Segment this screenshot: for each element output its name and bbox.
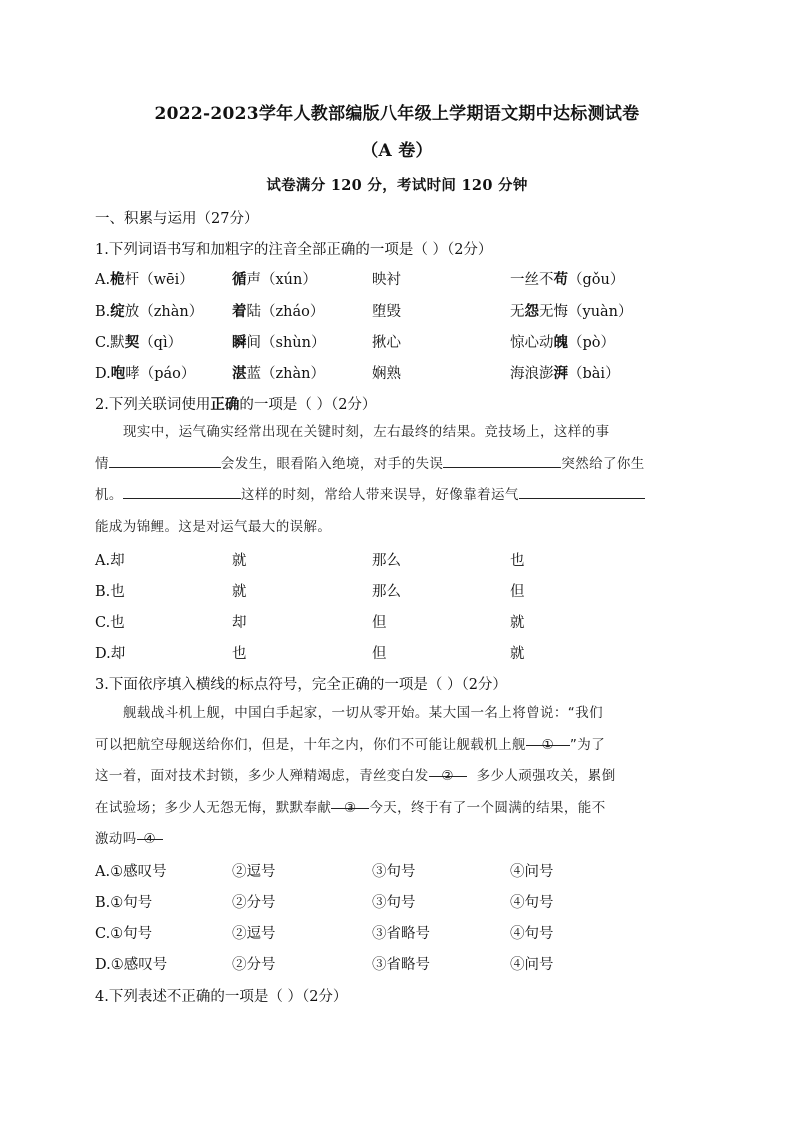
q1-option-c	[95, 331, 715, 353]
question-1-stem: 1.下列词语书写和加粗字的注音全部正确的一项是（ ）（2分）	[95, 242, 493, 258]
q1-c-word1: C.默契（qì）	[95, 334, 183, 351]
q1-a-word4: 一丝不苟（gǒu）	[510, 271, 625, 288]
q3-passage-line5: 激动吗 ④	[95, 824, 697, 856]
section-heading: 一、积累与运用（27分）	[95, 211, 259, 227]
q3-d-1: D.①感叹号	[95, 957, 168, 973]
q3-option-c	[95, 922, 715, 944]
q3-passage-line3: 这一着，面对技术封锁，多少人殚精竭虑，青丝变白发 ② 多少人顽强攻关，累倒	[95, 761, 697, 793]
q3-b-2: ②分号	[232, 895, 276, 911]
q3-a-1: A.①感叹号	[95, 864, 167, 880]
q3-blank-1[interactable]: ①	[526, 730, 570, 746]
question-4-stem: 4.下列表述不正确的一项是（ ）（2分）	[95, 989, 348, 1005]
q2-d-4: 就	[510, 646, 525, 662]
q2-c-3: 但	[372, 615, 387, 631]
q3-c-2: ②逗号	[232, 926, 276, 942]
q3-blank-4[interactable]: ④	[137, 824, 163, 840]
q1-b-word2: 着陆（zháo）	[232, 303, 325, 320]
q3-c-4: ④句号	[510, 926, 554, 942]
question-3-stem: 3.下面依序填入横线的标点符号，完全正确的一项是（ ）（2分）	[95, 677, 507, 693]
q2-b-4: 但	[510, 584, 525, 600]
q1-b-word4: 无怨无悔（yuàn）	[510, 303, 633, 320]
q1-c-word2: 瞬间（shùn）	[232, 334, 326, 351]
q2-d-1: D.却	[95, 646, 126, 662]
q2-d-2: 也	[232, 646, 247, 662]
q3-c-1: C.①句号	[95, 926, 153, 942]
q2-option-b	[95, 580, 715, 602]
q2-blank-2[interactable]	[443, 452, 561, 468]
exam-title: 2022-2023学年人教部编版八年级上学期语文期中达标测试卷	[154, 104, 640, 124]
q1-c-word4: 惊心动魄（pò）	[510, 334, 616, 351]
q3-passage	[95, 698, 697, 856]
q3-blank-3[interactable]: ③	[331, 793, 369, 809]
q3-d-2: ②分号	[232, 957, 276, 973]
q1-option-b	[95, 300, 715, 322]
q3-passage-line2: 可以把航空母舰送给你们，但是，十年之内，你们不可能让舰载机上舰 ① ”为了	[95, 730, 697, 762]
q3-blank-2[interactable]: ②	[429, 761, 467, 777]
q2-option-c	[95, 611, 715, 633]
question-2-stem: 2.下列关联词使用正确的一项是（ ）（2分）	[95, 396, 377, 413]
q1-d-word1: D.咆哮（páo）	[95, 365, 196, 382]
exam-subtitle: （A 卷）	[361, 141, 433, 161]
q3-option-a	[95, 860, 715, 882]
q3-b-1: B.①句号	[95, 895, 153, 911]
q3-passage-line4: 在试验场；多少人无怨无悔，默默奉献 ③ 今天，终于有了一个圆满的结果，能不	[95, 793, 697, 825]
q2-blank-3[interactable]	[123, 483, 241, 499]
q2-passage-line1: 现实中，运气确实经常出现在关键时刻，左右最终的结果。竞技场上，这样的事	[123, 424, 610, 440]
q2-blank-4[interactable]	[519, 483, 645, 499]
q2-b-3: 那么	[372, 584, 401, 600]
q3-b-4: ④句号	[510, 895, 554, 911]
q2-passage-line2: 情 会发生，眼看陷入绝境，对手的失误 突然给了你生	[95, 449, 697, 481]
q2-a-1: A.却	[95, 553, 125, 569]
q1-c-word3: 揪心	[372, 335, 401, 351]
q3-a-3: ③句号	[372, 864, 416, 880]
q1-d-word2: 湛蓝（zhàn）	[232, 365, 325, 382]
q2-c-1: C.也	[95, 615, 125, 631]
q3-a-2: ②逗号	[232, 864, 276, 880]
q2-option-d	[95, 642, 715, 664]
q1-d-word4: 海浪澎湃（bài）	[510, 365, 620, 382]
q2-passage	[95, 417, 697, 543]
q2-blank-1[interactable]	[109, 452, 221, 468]
q3-b-3: ③句号	[372, 895, 416, 911]
q1-b-word1: B.绽放（zhàn）	[95, 303, 204, 320]
q1-option-d	[95, 362, 715, 384]
q2-b-1: B.也	[95, 584, 125, 600]
q2-d-3: 但	[372, 646, 387, 662]
q3-option-d	[95, 953, 715, 975]
q2-a-3: 那么	[372, 553, 401, 569]
q2-option-a	[95, 549, 715, 571]
q3-c-3: ③省略号	[372, 926, 430, 942]
q2-c-4: 就	[510, 615, 525, 631]
q3-d-4: ④问号	[510, 957, 554, 973]
q1-option-a	[95, 268, 715, 290]
q1-d-word3: 娴熟	[372, 366, 401, 382]
q2-a-2: 就	[232, 553, 247, 569]
q2-passage-line4: 能成为锦鲤。这是对运气最大的误解。	[95, 518, 332, 535]
q3-passage-line1: 舰载战斗机上舰，中国白手起家，一切从零开始。某大国一名上将曾说：“我们	[123, 705, 603, 721]
q1-b-word3: 堕毁	[372, 304, 401, 320]
q3-a-4: ④问号	[510, 864, 554, 880]
exam-info: 试卷满分 120 分，考试时间 120 分钟	[266, 177, 528, 194]
q1-a-word2: 循声（xún）	[232, 271, 317, 288]
q2-b-2: 就	[232, 584, 247, 600]
q2-passage-line3: 机。 这样的时刻，常给人带来误导，好像靠着运气	[95, 480, 697, 512]
q1-a-word1: A.桅杆（wēi）	[95, 271, 194, 288]
q3-d-3: ③省略号	[372, 957, 430, 973]
q3-option-b	[95, 891, 715, 913]
q2-a-4: 也	[510, 553, 525, 569]
q1-a-word3: 映衬	[372, 272, 401, 288]
q2-c-2: 却	[232, 615, 247, 631]
